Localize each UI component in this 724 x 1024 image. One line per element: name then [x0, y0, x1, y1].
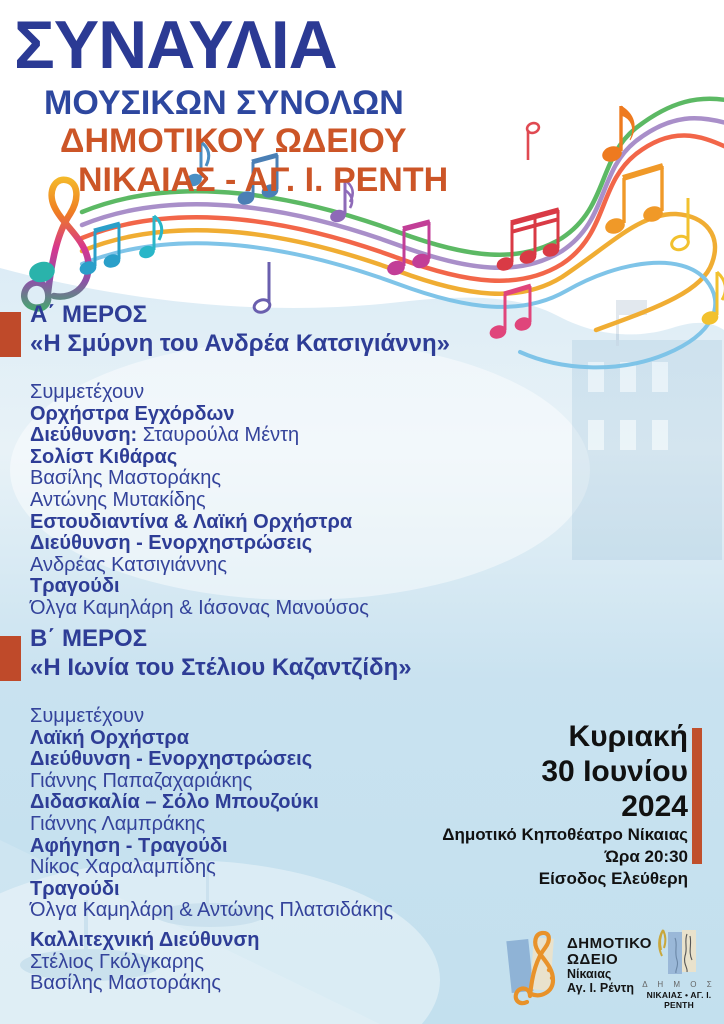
event-admission: Είσοδος Ελεύθερη — [538, 869, 688, 888]
event-info — [442, 719, 688, 890]
program-line: Διεύθυνση - Ενορχηστρώσεις — [30, 748, 313, 771]
program-line: Διεύθυνση: Σταυρούλα Μέντη — [30, 424, 300, 447]
program-line: Γιάννης Λαμπράκης — [30, 812, 206, 835]
music-note-icon — [670, 198, 690, 252]
program-line: Στέλιος Γκόλγκαρης — [30, 950, 204, 973]
program-line: Αντώνης Μυτακίδης — [30, 488, 206, 511]
program-line: Λαϊκή Ορχήστρα — [30, 726, 190, 749]
event-time: Ώρα 20:30 — [604, 847, 688, 866]
odeon-clef-icon — [505, 930, 559, 1010]
poster-organization-line1: ΔΗΜΟΤΙΚΟΥ ΩΔΕΙΟΥ — [60, 122, 407, 160]
program-line: Γιάννης Παπαζαχαριάκης — [30, 769, 253, 792]
part-b-program — [30, 706, 393, 922]
odeon-name-line1: ΔΗΜΟΤΙΚΟ — [567, 935, 652, 952]
program-line: Νίκος Χαραλαμπίδης — [30, 856, 216, 879]
program-line: Ανδρέας Κατσιγιάννης — [30, 553, 227, 576]
poster-subtitle: ΜΟΥΣΙΚΩΝ ΣΥΝΟΛΩΝ — [44, 84, 404, 122]
part-a-program — [30, 382, 369, 620]
music-note-icon — [496, 210, 561, 272]
part-a-subtitle: «Η Σμύρνη του Ανδρέα Κατσιγιάννη» — [30, 330, 450, 357]
artistic-direction — [30, 930, 259, 995]
program-line: Όλγα Καμηλάρη & Ιάσονας Μανούσος — [30, 596, 369, 619]
program-line: Διεύθυνση - Ενορχηστρώσεις — [30, 532, 313, 555]
odeon-logo — [505, 930, 652, 1010]
event-venue: Δημοτικό Κηποθέατρο Νίκαιας — [442, 825, 688, 844]
program-line: Αφήγηση - Τραγούδι — [30, 834, 228, 857]
program-line: Εστουδιαντίνα & Λαϊκή Ορχήστρα — [30, 510, 353, 533]
music-note-icon — [253, 262, 272, 314]
poster-title: ΣΥΝΑΥΛΙΑ — [14, 7, 337, 83]
program-line: Όλγα Καμηλάρη & Αντώνης Πλατσιδάκης — [30, 899, 394, 922]
program-line: Διδασκαλία – Σόλο Μπουζούκι — [30, 791, 319, 814]
program-line: Συμμετέχουν — [30, 381, 145, 403]
program-line-label: Διεύθυνση: — [30, 424, 138, 447]
odeon-name-line2: ΩΔΕΙΟ — [567, 951, 619, 968]
municipality-emblem-icon — [654, 926, 704, 978]
event-year: 2024 — [621, 790, 688, 823]
section-marker-a — [0, 312, 21, 357]
program-line: Βασίλης Μαστοράκης — [30, 972, 222, 995]
odeon-name-line3: Νίκαιας — [567, 967, 612, 981]
event-date: 30 Ιουνίου — [541, 755, 688, 788]
program-line: Ορχήστρα Εγχόρδων — [30, 402, 235, 425]
municipality-logo — [637, 926, 721, 1010]
program-line: Βασίλης Μαστοράκης — [30, 467, 222, 490]
odeon-name-line4: Αγ. Ι. Ρέντη — [567, 980, 635, 995]
event-day: Κυριακή — [568, 720, 688, 753]
municipality-name-line1: Δ Η Μ Ο Σ — [642, 980, 716, 989]
event-accent-bar — [692, 728, 702, 864]
program-line: Συμμετέχουν — [30, 705, 145, 727]
part-b-subtitle: «Η Ιωνία του Στέλιου Καζαντζίδη» — [30, 654, 412, 681]
program-line: Τραγούδι — [30, 575, 120, 598]
program-line: Σολίστ Κιθάρας — [30, 445, 178, 468]
section-marker-b — [0, 636, 21, 681]
part-b-heading: Β΄ ΜΕΡΟΣ — [30, 625, 148, 652]
municipality-name-line2: ΝΙΚΑΙΑΣ • ΑΓ. Ι. ΡΕΝΤΗ — [646, 990, 712, 1010]
poster-organization-line2: ΝΙΚΑΙΑΣ - ΑΓ. Ι. ΡΕΝΤΗ — [78, 161, 449, 199]
music-note-icon — [526, 122, 540, 160]
program-line: Τραγούδι — [30, 877, 120, 900]
part-a-heading: Α΄ ΜΕΡΟΣ — [30, 301, 148, 328]
program-line: Καλλιτεχνική Διεύθυνση — [30, 929, 260, 951]
